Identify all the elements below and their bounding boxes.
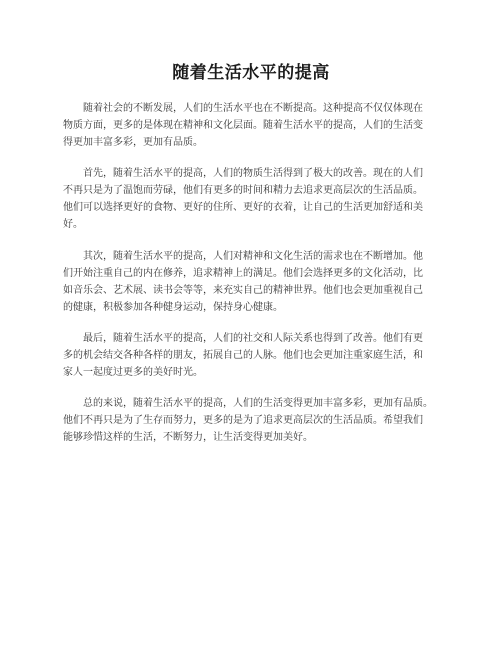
paragraph-4 xyxy=(63,330,463,381)
paragraph-line: 其次，随着生活水平的提高，人们对精神和文化生活的需求也在不断增加。他 xyxy=(83,251,423,262)
paragraph-3 xyxy=(63,248,463,316)
paragraph-5 xyxy=(63,395,463,446)
paragraph-line: 如音乐会、艺术展、读书会等等，来充实自己的精神世界。他们也会更加重视自己 xyxy=(63,285,423,296)
paragraph-line: 不再只是为了温饱而劳碌，他们有更多的时间和精力去追求更高层次的生活品质。 xyxy=(63,185,423,196)
paragraph-line: 家人一起度过更多的美好时光。 xyxy=(63,367,203,378)
paragraph-line: 他们可以选择更好的食物、更好的住所、更好的衣着，让自己的生活更加舒适和美 xyxy=(63,202,423,213)
paragraph-line: 总的来说，随着生活水平的提高，人们的生活变得更加丰富多彩，更加有品质。 xyxy=(83,398,433,409)
paragraph-line: 随着社会的不断发展，人们的生活水平也在不断提高。这种提高不仅仅体现在 xyxy=(83,103,423,114)
paragraph-line: 好。 xyxy=(63,219,83,230)
paragraph-2 xyxy=(63,165,463,233)
paragraph-line: 物质方面，更多的是体现在精神和文化层面。随着生活水平的提高，人们的生活变 xyxy=(63,120,423,131)
paragraph-line: 多的机会结交各种各样的朋友，拓展自己的人脉。他们也会更加注重家庭生活，和 xyxy=(63,350,423,361)
paragraph-line: 能够珍惜这样的生活，不断努力，让生活变得更加美好。 xyxy=(63,432,313,443)
paragraph-line: 首先，随着生活水平的提高，人们的物质生活得到了极大的改善。现在的人们 xyxy=(83,168,423,179)
paragraph-line: 们开始注重自己的内在修养，追求精神上的满足。他们会选择更多的文化活动，比 xyxy=(63,268,423,279)
paragraph-line: 最后，随着生活水平的提高，人们的社交和人际关系也得到了改善。他们有更 xyxy=(83,333,423,344)
paragraph-1 xyxy=(63,100,463,151)
paragraph-line: 的健康，积极参加各种健身运动，保持身心健康。 xyxy=(63,302,283,313)
paragraph-line: 他们不再只是为了生存而努力，更多的是为了追求更高层次的生活品质。希望我们 xyxy=(63,415,423,426)
paragraph-line: 得更加丰富多彩，更加有品质。 xyxy=(63,137,203,148)
document-title: 随着生活水平的提高 xyxy=(172,63,330,83)
